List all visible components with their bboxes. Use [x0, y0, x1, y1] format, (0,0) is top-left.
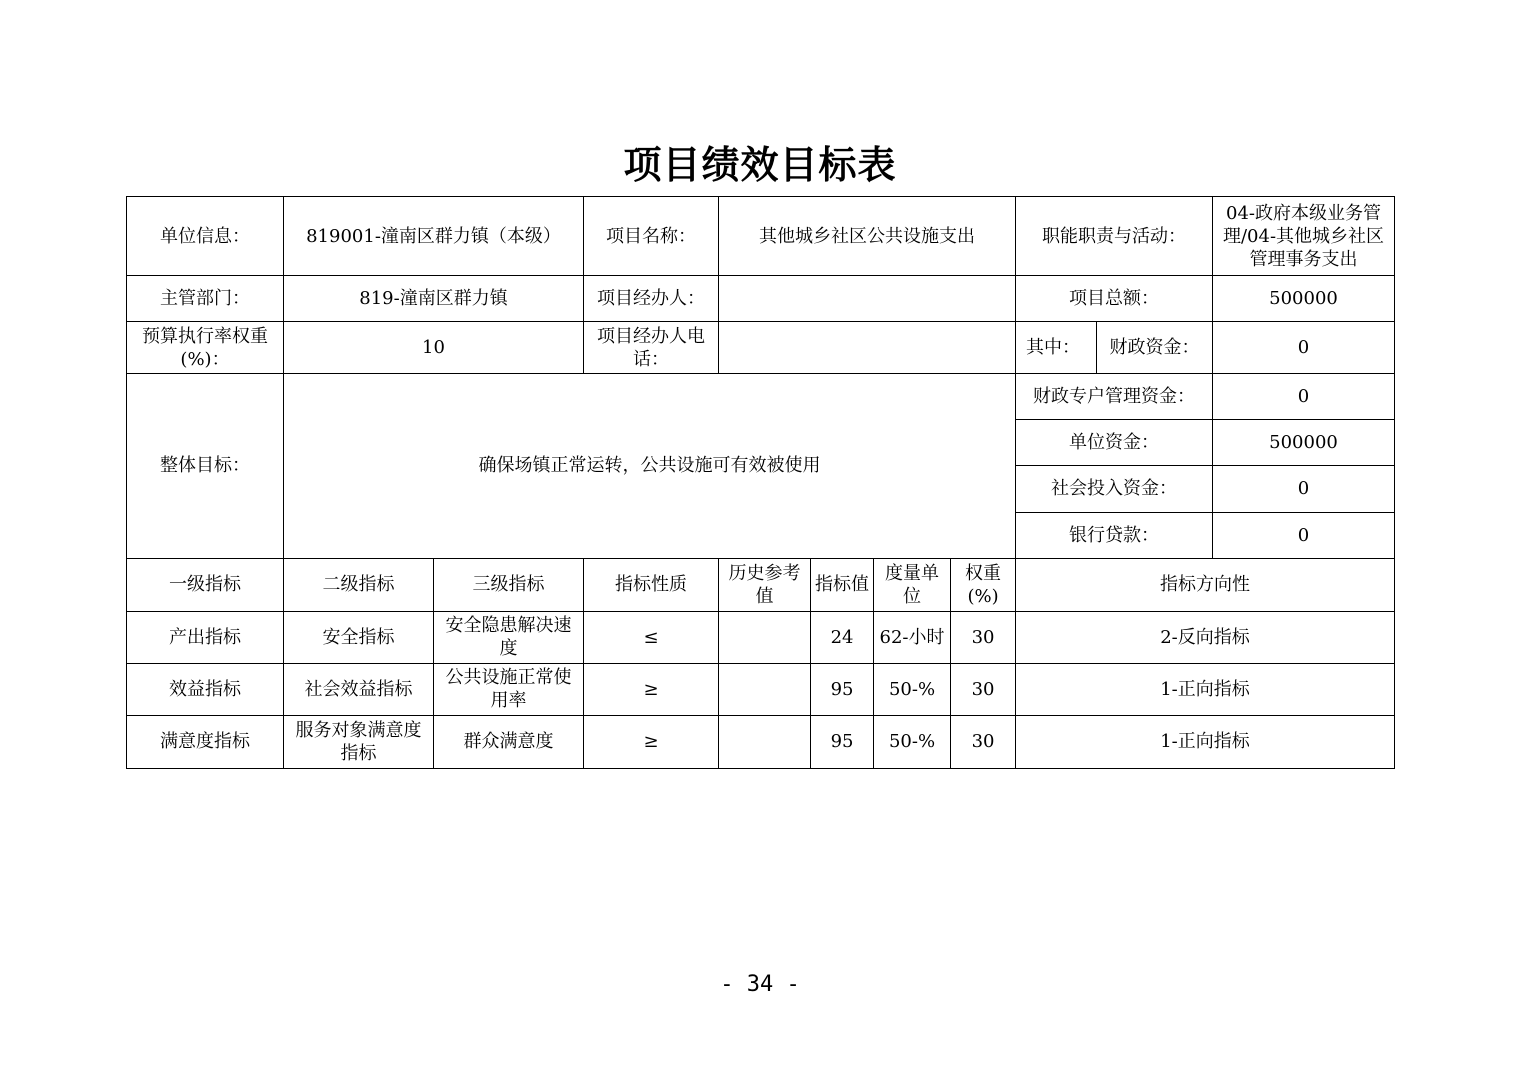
row-budget-rate: [127, 322, 1395, 374]
manager-phone-value: [719, 322, 1016, 374]
indicator-row: [127, 715, 1395, 768]
fiscal-label: 财政资金：: [1097, 322, 1213, 374]
header-unit: 度量单位: [874, 558, 951, 611]
indicator-unit: 62-小时: [874, 611, 951, 663]
unit-fund-label: 单位资金：: [1016, 420, 1213, 466]
function-value: 04-政府本级业务管理/04-其他城乡社区管理事务支出: [1213, 197, 1395, 276]
indicator-nature: ≥: [584, 663, 719, 715]
indicator-row: [127, 663, 1395, 715]
total-value: 500000: [1213, 276, 1395, 322]
bank-loan-value: 0: [1213, 512, 1395, 558]
indicator-history: [719, 611, 811, 663]
header-direction: 指标方向性: [1016, 558, 1395, 611]
header-weight: 权重(%): [951, 558, 1016, 611]
row-overall-1: [127, 374, 1395, 420]
indicator-header-row: [127, 558, 1395, 611]
page-number: - 34 -: [720, 972, 800, 997]
project-name-value: 其他城乡社区公共设施支出: [719, 197, 1016, 276]
special-fund-value: 0: [1213, 374, 1395, 420]
indicator-nature: ≤: [584, 611, 719, 663]
indicator-level1: 满意度指标: [127, 715, 284, 768]
fiscal-value: 0: [1213, 322, 1395, 374]
indicator-level2: 安全指标: [284, 611, 434, 663]
indicator-history: [719, 715, 811, 768]
indicator-weight: 30: [951, 611, 1016, 663]
overall-value: 确保场镇正常运转，公共设施可有效被使用: [284, 374, 1016, 558]
header-nature: 指标性质: [584, 558, 719, 611]
dept-value: 819-潼南区群力镇: [284, 276, 584, 322]
social-fund-label: 社会投入资金：: [1016, 466, 1213, 512]
social-fund-value: 0: [1213, 466, 1395, 512]
special-fund-label: 财政专户管理资金：: [1016, 374, 1213, 420]
indicator-level1: 产出指标: [127, 611, 284, 663]
dept-label: 主管部门：: [127, 276, 284, 322]
header-history: 历史参考值: [719, 558, 811, 611]
among-label: 其中：: [1016, 322, 1097, 374]
indicator-direction: 2-反向指标: [1016, 611, 1395, 663]
header-level1: 一级指标: [127, 558, 284, 611]
manager-value: [719, 276, 1016, 322]
unit-info-value: 819001-潼南区群力镇（本级）: [284, 197, 584, 276]
unit-info-label: 单位信息：: [127, 197, 284, 276]
page-title: 项目绩效目标表: [623, 142, 897, 187]
manager-phone-label: 项目经办人电话：: [584, 322, 719, 374]
bank-loan-label: 银行贷款：: [1016, 512, 1213, 558]
indicator-level3: 公共设施正常使用率: [434, 663, 584, 715]
indicator-nature: ≥: [584, 715, 719, 768]
unit-fund-value: 500000: [1213, 420, 1395, 466]
performance-table: [126, 196, 1395, 769]
header-level2: 二级指标: [284, 558, 434, 611]
function-label: 职能职责与活动：: [1016, 197, 1213, 276]
indicator-level2: 社会效益指标: [284, 663, 434, 715]
indicator-value: 24: [811, 611, 874, 663]
indicator-value: 95: [811, 663, 874, 715]
indicator-unit: 50-%: [874, 715, 951, 768]
row-unit-info: [127, 197, 1395, 276]
budget-rate-value: 10: [284, 322, 584, 374]
header-level3: 三级指标: [434, 558, 584, 611]
indicator-unit: 50-%: [874, 663, 951, 715]
header-value: 指标值: [811, 558, 874, 611]
indicator-level3: 群众满意度: [434, 715, 584, 768]
indicator-direction: 1-正向指标: [1016, 715, 1395, 768]
indicator-weight: 30: [951, 663, 1016, 715]
project-name-label: 项目名称：: [584, 197, 719, 276]
overall-label: 整体目标：: [127, 374, 284, 558]
indicator-history: [719, 663, 811, 715]
indicator-level2: 服务对象满意度指标: [284, 715, 434, 768]
indicator-level3: 安全隐患解决速度: [434, 611, 584, 663]
indicator-level1: 效益指标: [127, 663, 284, 715]
total-label: 项目总额：: [1016, 276, 1213, 322]
indicator-row: [127, 611, 1395, 663]
manager-label: 项目经办人：: [584, 276, 719, 322]
budget-rate-label: 预算执行率权重(%)：: [127, 322, 284, 374]
indicator-value: 95: [811, 715, 874, 768]
indicator-weight: 30: [951, 715, 1016, 768]
row-dept: [127, 276, 1395, 322]
indicator-direction: 1-正向指标: [1016, 663, 1395, 715]
